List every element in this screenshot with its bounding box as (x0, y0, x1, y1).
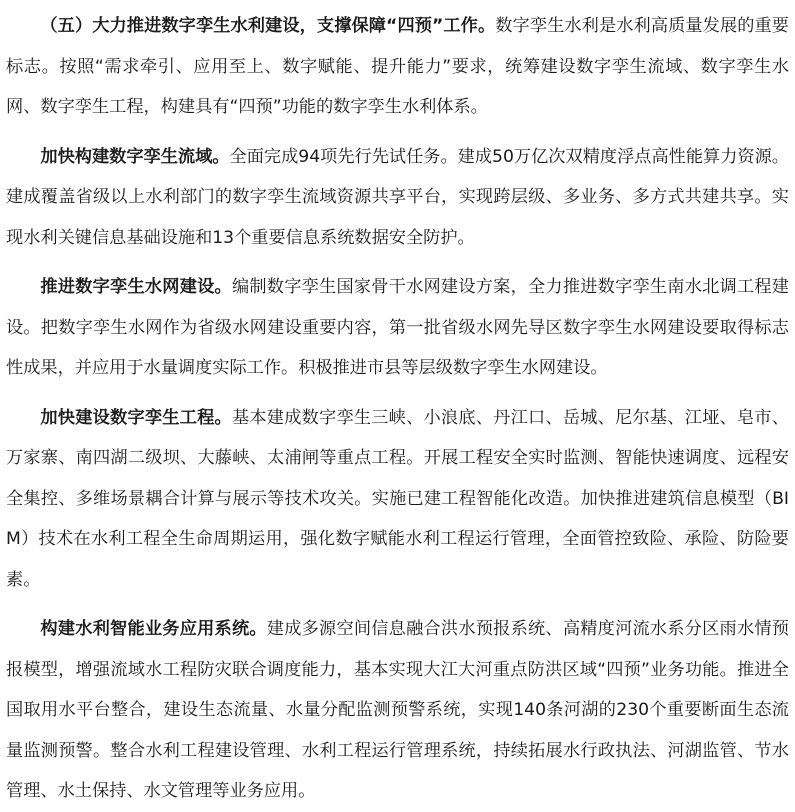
paragraph-text: 全面完成94项先行先试任务。建成50万亿次双精度浮点高性能算力资源。建成覆盖省级以上水利部门的数字孪生流域资源共享平台，实现跨层级、多业务、多方式共建共享。实现水利关键信息基础设施和13个重要信息系统数据安全防护。 (6, 146, 789, 248)
paragraph-heading: 构建水利智能业务应用系统。 (40, 619, 267, 639)
paragraph-digital-twin-water-network (6, 267, 789, 389)
paragraph-text: 编制数字孪生国家骨干水网建设方案，全力推进数字孪生南水北调工程建设。把数字孪生水网作为省级水网建设重要内容，第一批省级水网先导区数字孪生水网建设要取得标志性成果，并应用于水量调度实际工作。积极推进市县等层级数字孪生水网建设。 (6, 277, 789, 378)
paragraph-heading: 加快建设数字孪生工程。 (40, 407, 232, 428)
paragraph-heading: 加快构建数字孪生流域。 (40, 146, 230, 167)
paragraph-text: 数字孪生水利是水利高质量发展的重要标志。按照“需求牵引、应用至上、数字赋能、提升能力”要求，统筹建设数字孪生流域、数字孪生水网、数字孪生工程，构建具有“四预”功能的数字孪生水利体系。 (6, 16, 789, 117)
paragraph-smart-business-system (6, 609, 789, 812)
paragraph-text: 基本建成数字孪生三峡、小浪底、丹江口、岳城、尼尔基、江垭、皂市、万家寨、南四湖二级坝、大藤峡、太浦闸等重点工程。开展工程安全实时监测、智能快速调度、远程安全集控、多维场景耦合计算与展示等技术攻关。实施已建工程智能化改造。加快推进建筑信息模型（BIM）技术在水利工程全生命周期运用，强化数字赋能水利工程运行管理，全面管控致险、承险、防险要素。 (6, 407, 789, 590)
paragraph-text: 建成多源空间信息融合洪水预报系统、高精度河流水系分区雨水情预报模型，增强流域水工程防灾联合调度能力，基本实现大江大河重点防洪区域“四预”业务功能。推进全国取用水平台整合，建设生态流量、水量分配监测预警系统，实现140条河湖的230个重要断面生态流量监测预警。整合水利工程建设管理、水利工程运行管理系统，持续拓展水行政执法、河湖监管、节水管理、水土保持、水文管理等业务应用。 (6, 619, 789, 801)
paragraph-digital-twin-basin (6, 137, 789, 259)
paragraph-digital-twin-project (6, 398, 789, 601)
paragraph-heading: 推进数字孪生水网建设。 (40, 277, 232, 297)
paragraph-heading: （五）大力推进数字孪生水利建设，支撑保障“四预”工作。 (40, 16, 496, 36)
paragraph-section-five (6, 6, 789, 128)
